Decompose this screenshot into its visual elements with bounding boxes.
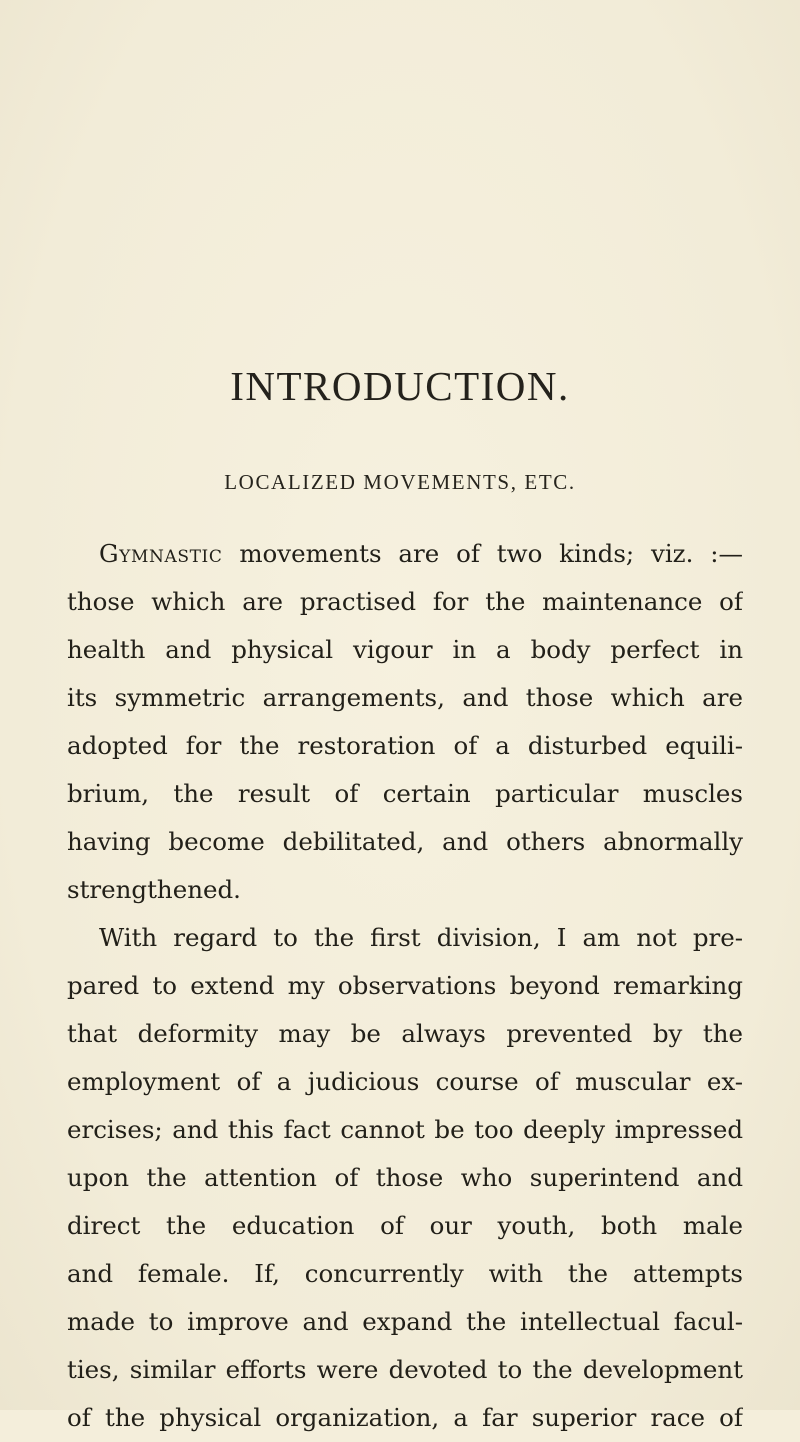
lead-word: Gymnastic [99, 539, 223, 568]
text-line [67, 1058, 743, 1106]
text-line-content: those which are practised for the maintenance of [67, 587, 743, 616]
text-line [67, 866, 743, 914]
text-line [67, 818, 743, 866]
page-title: INTRODUCTION. [230, 363, 570, 409]
text-line [67, 962, 743, 1010]
text-line-content: ties, similar efforts were devoted to the development [67, 1355, 743, 1384]
text-line-content: of the physical organization, a far superior race of [67, 1403, 743, 1432]
text-line-content: upon the attention of those who superintend and [67, 1163, 743, 1192]
text-line-content: adopted for the restoration of a disturbed equili- [67, 731, 743, 760]
text-line [67, 1202, 743, 1250]
text-line [67, 530, 743, 578]
text-line-content: movements are of two kinds; viz. :— [222, 539, 743, 568]
text-line [67, 626, 743, 674]
text-line-content: pared to extend my observations beyond remarking [67, 971, 743, 1000]
text-line-content: that deformity may be always prevented by the [67, 1019, 743, 1048]
text-line [67, 1394, 743, 1442]
text-line-content: health and physical vigour in a body perfect in [67, 635, 743, 664]
text-line [67, 914, 743, 962]
body-text [67, 530, 743, 1442]
text-line-content: having become debilitated, and others abnormally [67, 827, 743, 856]
text-line [67, 674, 743, 722]
text-line [67, 1250, 743, 1298]
text-line [67, 770, 743, 818]
text-line-content: With regard to the first division, I am not pre- [99, 923, 743, 952]
text-line-content: and female. If, concurrently with the attempts [67, 1259, 743, 1288]
text-line [67, 1298, 743, 1346]
text-line-content: employment of a judicious course of muscular ex- [67, 1067, 743, 1096]
text-line-content: brium, the result of certain particular muscles [67, 779, 743, 808]
text-line [67, 1106, 743, 1154]
section-subtitle: LOCALIZED MOVEMENTS, ETC. [224, 470, 576, 494]
text-line-content: direct the education of our youth, both male [67, 1211, 743, 1240]
text-line-content: strengthened. [67, 875, 241, 904]
text-line-content: made to improve and expand the intellectual facul- [67, 1307, 743, 1336]
text-line [67, 1154, 743, 1202]
text-line-content: ercises; and this fact cannot be too deeply impressed [67, 1115, 743, 1144]
text-line [67, 1010, 743, 1058]
text-line [67, 1346, 743, 1394]
text-line [67, 722, 743, 770]
text-line [67, 578, 743, 626]
text-line-content: its symmetric arrangements, and those which are [67, 683, 743, 712]
